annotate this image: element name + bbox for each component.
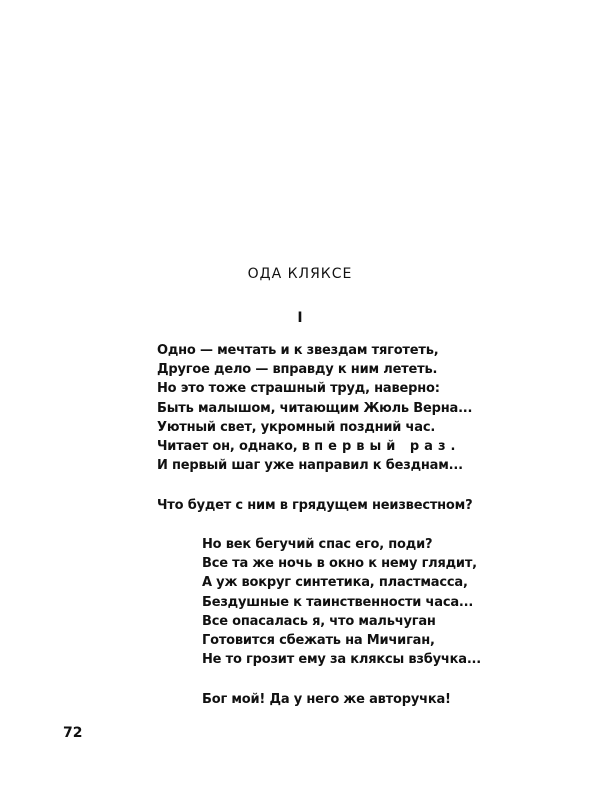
- emphasized-text: первый раз.: [314, 439, 461, 455]
- verse-line: Уютный свет, укромный поздний час.: [157, 419, 436, 435]
- stanza-4: [202, 690, 451, 709]
- poem-title: ОДА КЛЯКСЕ: [247, 266, 353, 282]
- verse-text: Читает он, однако, в: [157, 439, 315, 455]
- verse-line: [157, 437, 472, 456]
- stanza-3: [202, 535, 481, 669]
- verse-line: Готовится сбежать на Мичиган,: [202, 633, 435, 649]
- verse-line: Другое дело — вправду к ним лететь.: [157, 362, 438, 378]
- verse-line: Не то грозит ему за кляксы взбучка...: [202, 652, 482, 668]
- page-number: 72: [63, 725, 83, 741]
- stanza-2: [157, 496, 472, 515]
- verse-line: Но век бегучий спас его, поди?: [202, 537, 433, 552]
- verse-line: Что будет с ним в грядущем неизвестном?: [157, 498, 473, 513]
- verse-line: Одно — мечтать и к звездам тяготеть,: [157, 343, 439, 358]
- section-number: I: [297, 310, 303, 326]
- verse-line: Бездушные к таинственности часа...: [202, 594, 474, 610]
- verse-line: Но это тоже страшный труд, наверно:: [157, 381, 440, 397]
- verse-line: Все та же ночь в окно к нему глядит,: [202, 556, 477, 572]
- stanza-1: [157, 341, 472, 475]
- verse-line: Бог мой! Да у него же авторучка!: [202, 692, 451, 707]
- verse-line: И первый шаг уже направил к безднам...: [157, 458, 463, 474]
- verse-line: Все опасалась я, что мальчуган: [202, 613, 436, 629]
- verse-line: А уж вокруг синтетика, пластмасса,: [202, 575, 468, 591]
- verse-line: Быть малышом, читающим Жюль Верна...: [157, 400, 473, 416]
